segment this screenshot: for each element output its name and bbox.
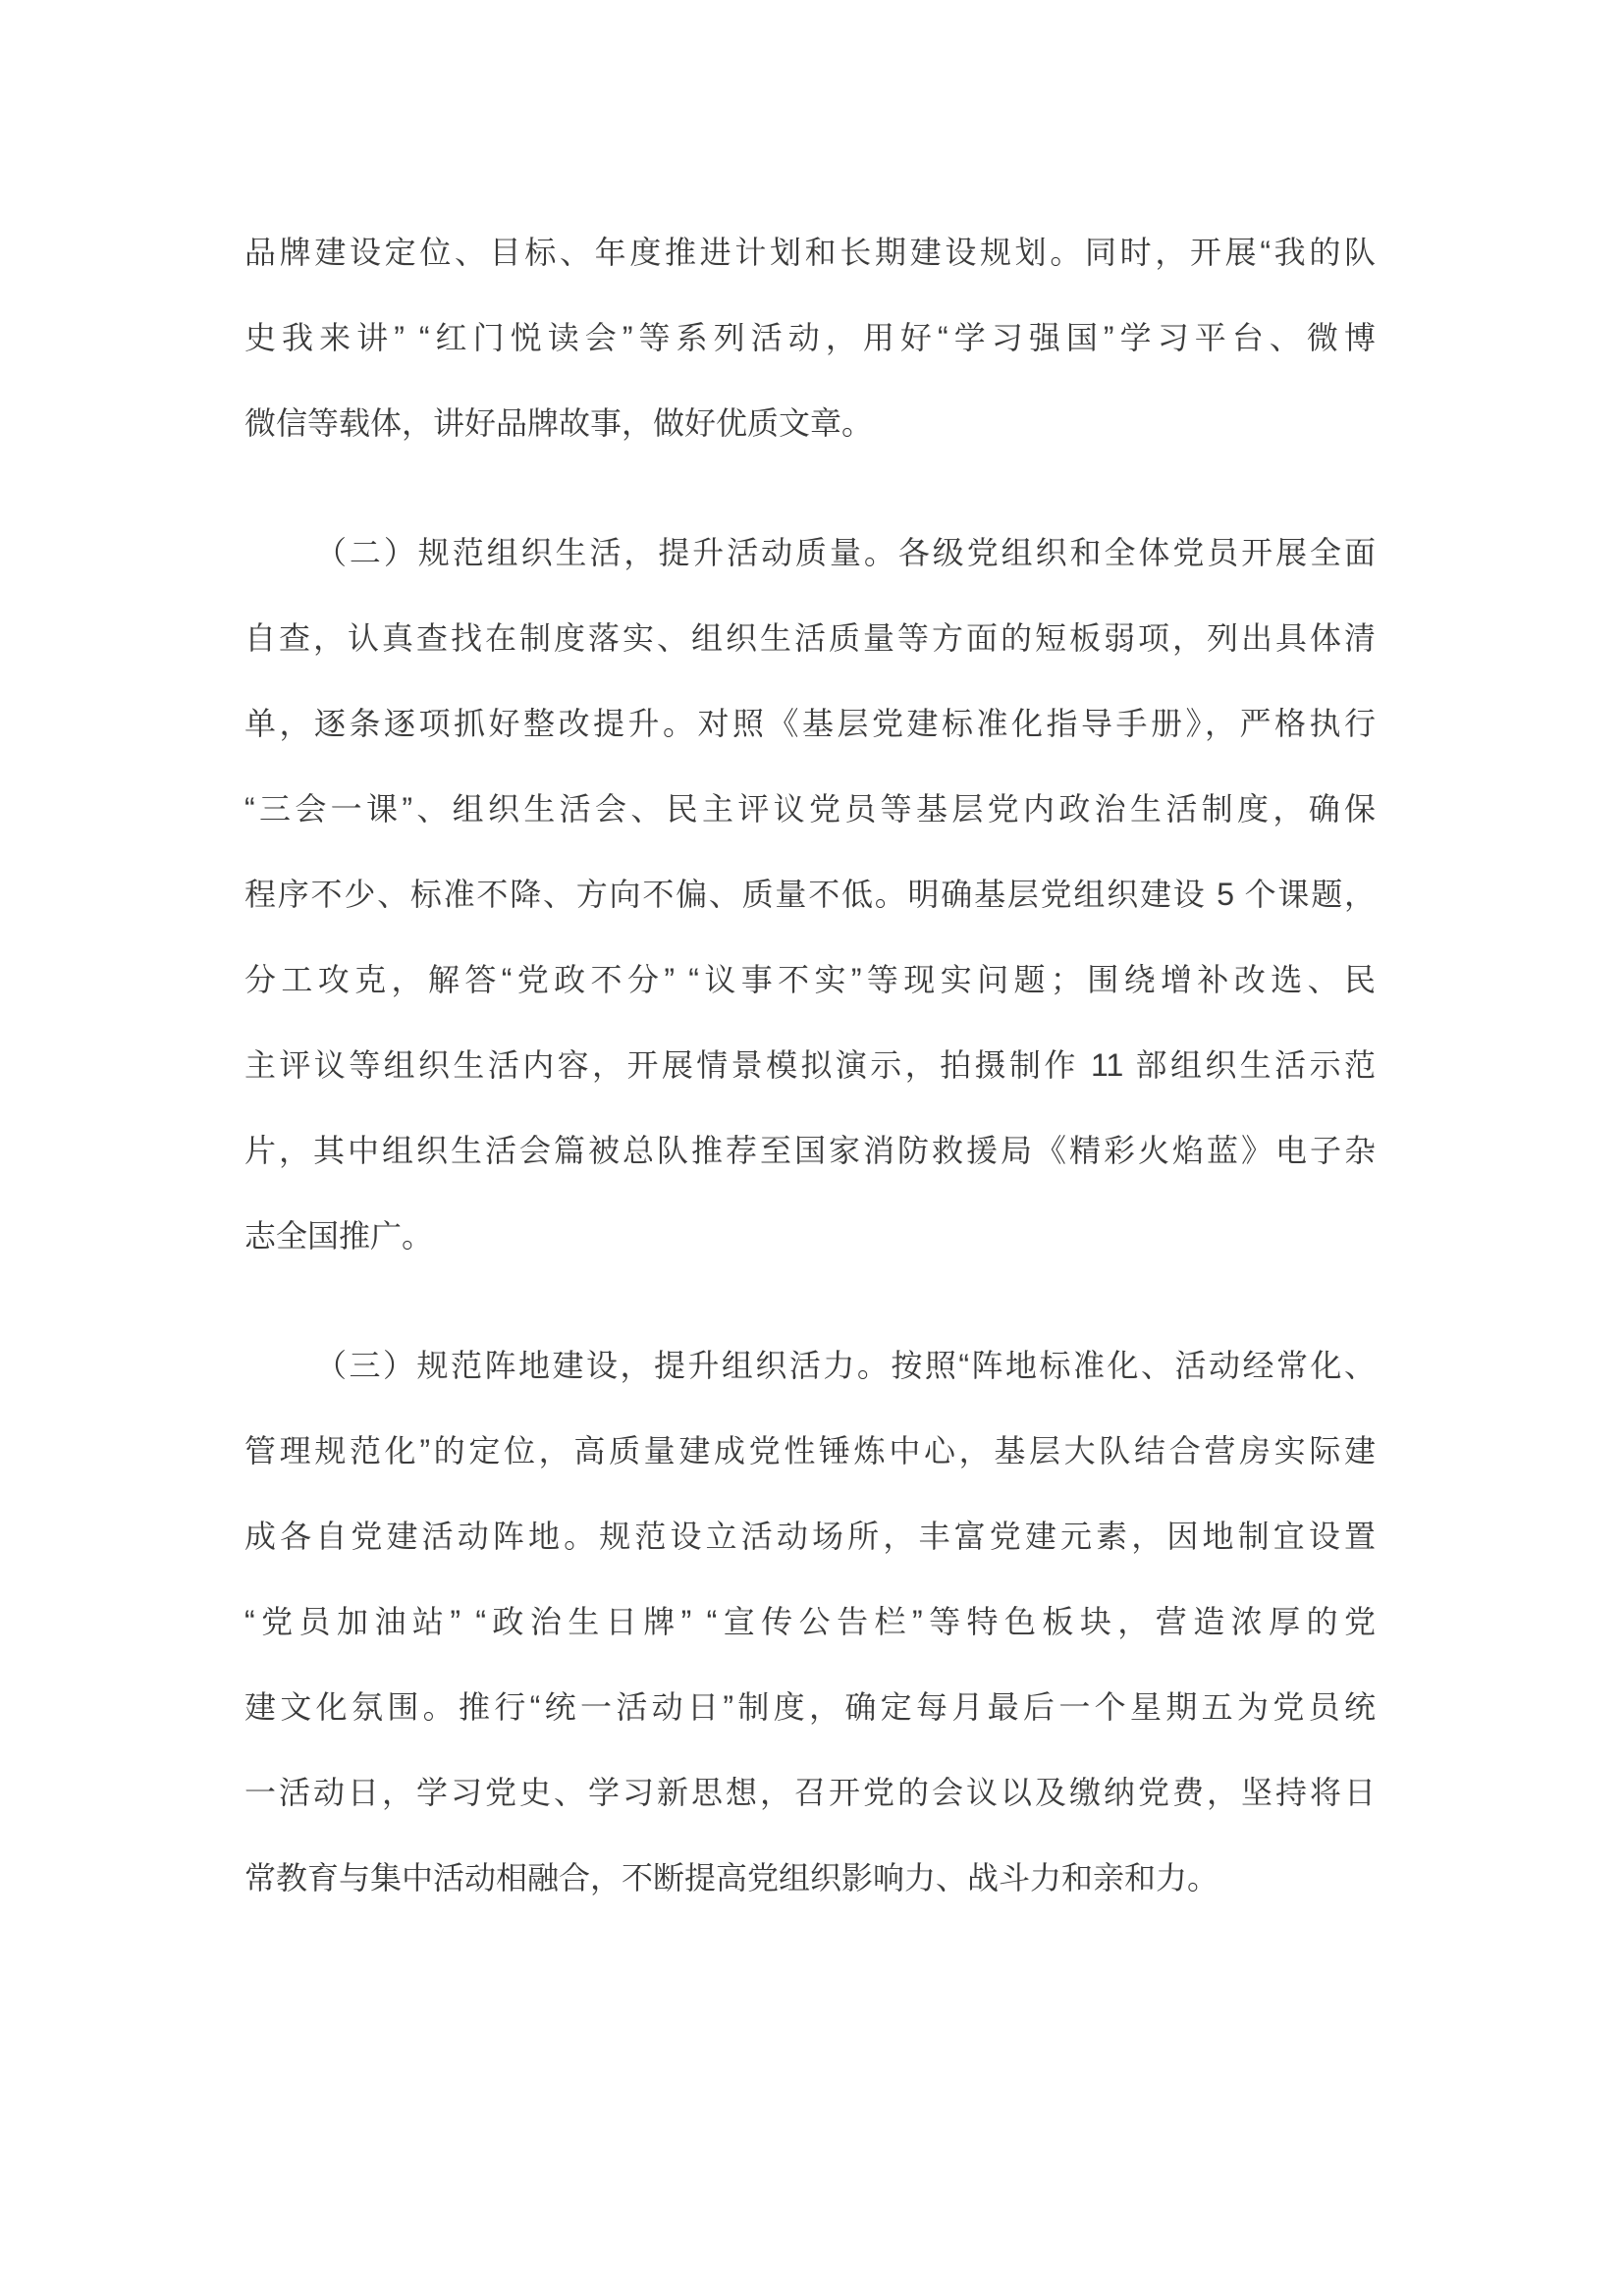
paragraph-line: 志全国推广。 xyxy=(244,1218,434,1254)
paragraph-line: （二）规范组织生活，提升活动质量。各级党组织和全体党员开展全面 xyxy=(315,535,1376,570)
paragraph-line: 一活动日，学习党史、学习新思想，召开党的会议以及缴纳党费，坚持将日 xyxy=(244,1775,1376,1810)
paragraph-line: 分工攻克，解答“党政不分” “议事不实”等现实问题；围绕增补改选、民 xyxy=(244,962,1376,997)
paragraph xyxy=(244,210,1376,466)
document-body xyxy=(244,210,1376,1965)
paragraph-line: 程序不少、标准不降、方向不偏、质量不低。明确基层党组织建设 5 个课题， xyxy=(244,877,1376,912)
paragraph xyxy=(244,1323,1376,1921)
paragraph-line: “党员加油站” “政治生日牌” “宣传公告栏”等特色板块，营造浓厚的党 xyxy=(244,1604,1376,1639)
paragraph xyxy=(244,510,1376,1279)
paragraph-line: （三）规范阵地建设，提升组织活力。按照“阵地标准化、活动经常化、 xyxy=(315,1348,1376,1383)
paragraph-line: 主评议等组织生活内容，开展情景模拟演示，拍摄制作 11 部组织生活示范 xyxy=(244,1047,1376,1083)
paragraph-line: 微信等载体，讲好品牌故事，做好优质文章。 xyxy=(244,405,874,441)
paragraph-line: 常教育与集中活动相融合，不断提高党组织影响力、战斗力和亲和力。 xyxy=(244,1860,1219,1896)
paragraph-line: 片，其中组织生活会篇被总队推荐至国家消防救援局《精彩火焰蓝》电子杂 xyxy=(244,1133,1376,1168)
paragraph-line: 成各自党建活动阵地。规范设立活动场所，丰富党建元素，因地制宜设置 xyxy=(244,1519,1376,1554)
paragraph-line: 管理规范化”的定位，高质量建成党性锤炼中心，基层大队结合营房实际建 xyxy=(244,1433,1376,1468)
paragraph-line: 品牌建设定位、目标、年度推进计划和长期建设规划。同时，开展“我的队 xyxy=(244,235,1376,270)
paragraph-line: 史我来讲” “红门悦读会”等系列活动，用好“学习强国”学习平台、微博 xyxy=(244,320,1376,355)
paragraph-line: 单，逐条逐项抓好整改提升。对照《基层党建标准化指导手册》，严格执行 xyxy=(244,706,1376,741)
paragraph-line: “三会一课”、组织生活会、民主评议党员等基层党内政治生活制度，确保 xyxy=(244,791,1376,827)
paragraph-line: 建文化氛围。推行“统一活动日”制度，确定每月最后一个星期五为党员统 xyxy=(244,1689,1376,1725)
paragraph-line: 自查，认真查找在制度落实、组织生活质量等方面的短板弱项，列出具体清 xyxy=(244,620,1376,656)
